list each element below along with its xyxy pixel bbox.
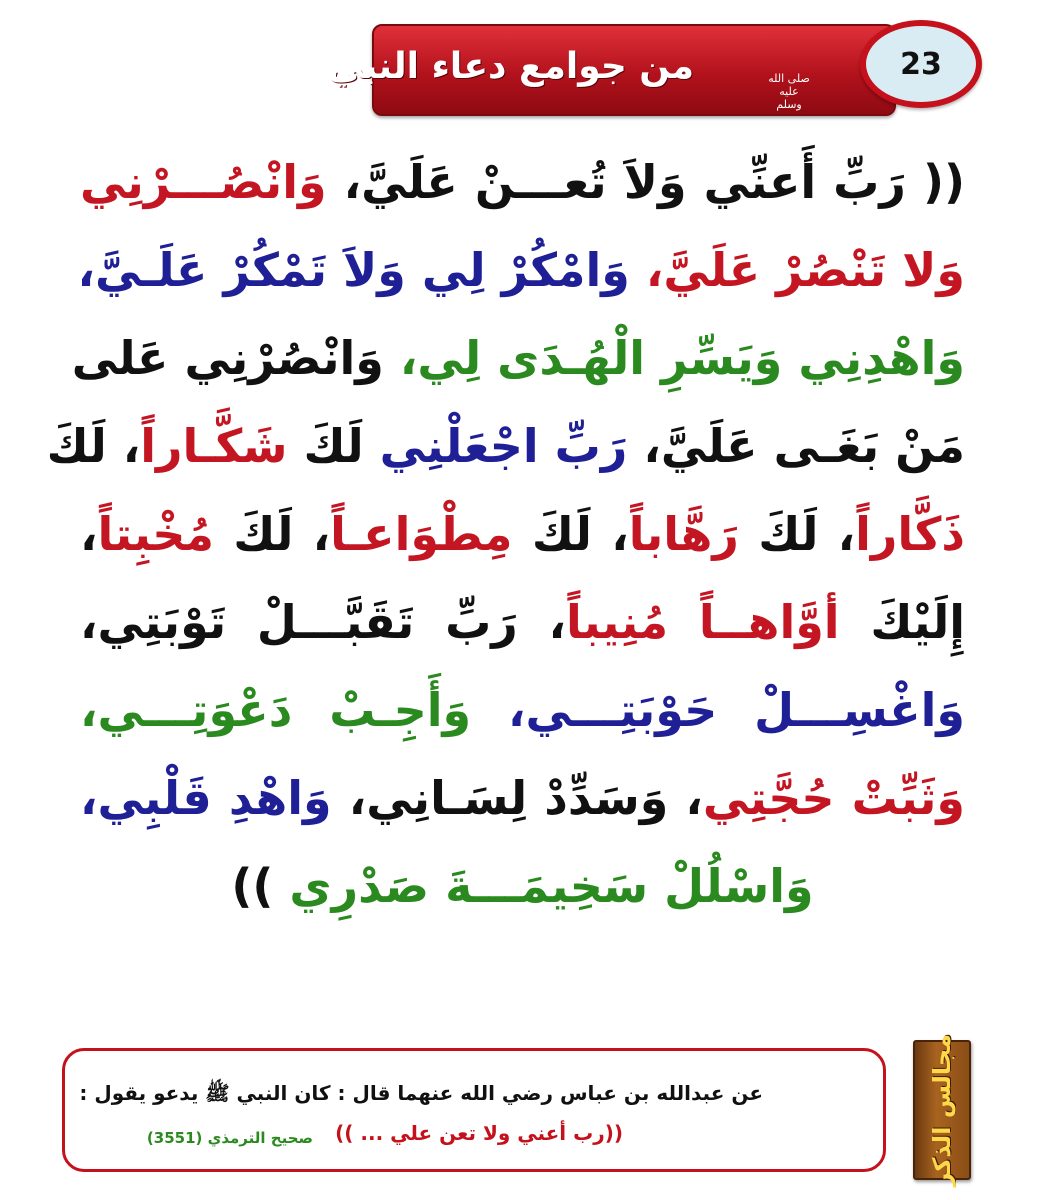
supplication-phrase: مَنْ بَغَـى عَلَيَّ، bbox=[627, 419, 965, 473]
supplication-line bbox=[80, 578, 965, 666]
supplication-phrase: وَثَبِّتْ حُجَّتِي bbox=[702, 771, 965, 825]
supplication-phrase: ، وَسَدِّدْ لِسَـانِي، bbox=[331, 771, 703, 825]
supplication-phrase: ، لَكَ bbox=[738, 507, 856, 561]
supplication-phrase: ، لَكَ bbox=[512, 507, 629, 561]
supplication-line bbox=[80, 754, 965, 842]
supplication-phrase: وَانْصُرْنِي عَلى bbox=[71, 331, 384, 385]
supplication-phrase: شَكَّـاراً bbox=[140, 419, 288, 473]
supplication-line bbox=[80, 490, 965, 578]
title-banner bbox=[327, 24, 896, 116]
narration-text: عن عبدالله بن عباس رضي الله عنهما قال : كان النبي ﷺ يدعو يقول : bbox=[79, 1081, 763, 1105]
supplication-phrase: وَأَجِـبْ دَعْوَتِـــي، bbox=[80, 683, 472, 737]
supplication-phrase: (( رَبِّ أَعنِّي وَلاَ تُعـــنْ عَلَيَّ، bbox=[326, 155, 965, 209]
majalis-logo bbox=[913, 1033, 971, 1187]
supplication-phrase: رَهَّاباً bbox=[628, 507, 739, 561]
supplication-phrase: ذَكَّاراً bbox=[855, 507, 966, 561]
supplication-line bbox=[80, 138, 965, 226]
supplication-phrase: وَانْصُـــرْنِي bbox=[80, 155, 327, 209]
banner-title: من جوامع دعاء النبي bbox=[327, 46, 694, 87]
supplication-line bbox=[77, 226, 965, 314]
supplication-line bbox=[46, 402, 965, 490]
supplication-phrase: مُخْبِتاً bbox=[97, 507, 214, 561]
supplication-phrase: وَاهْدِنِي وَيَسِّرِ الْهُـدَى لِي، bbox=[383, 331, 965, 385]
hadith-source: صحيح الترمذي (3551) bbox=[146, 1129, 313, 1147]
supplication-phrase: وَامْكُرْ لِي وَلاَ تَمْكُرْ عَلَـيَّ، bbox=[77, 243, 630, 297]
supplication-line bbox=[80, 666, 965, 754]
supplication-phrase: إِلَيْكَ bbox=[839, 595, 965, 649]
logo-text: مجالس الذكر bbox=[928, 1033, 956, 1187]
footer-reference-box bbox=[62, 1048, 886, 1172]
supplication-phrase: ، bbox=[80, 507, 98, 561]
honorific-calligraphy: صلى الله عليه وسلم bbox=[768, 71, 810, 111]
supplication-phrase: رَبِّ اجْعَلْنِي bbox=[363, 419, 628, 473]
supplication-phrase: وَاهْدِ قَلْبِي، bbox=[80, 771, 332, 825]
number-badge bbox=[860, 20, 982, 108]
supplication-phrase: ، رَبِّ تَقَبَّـــلْ تَوْبَتِي، bbox=[80, 595, 566, 649]
supplication-line bbox=[80, 842, 965, 930]
supplication-phrase: )) bbox=[231, 859, 290, 913]
quote-text: ((رب أعني ولا تعن علي ... )) bbox=[335, 1121, 623, 1145]
supplication-phrase: مِطْوَاعـاً bbox=[330, 507, 513, 561]
supplication-phrase: لَكَ bbox=[287, 419, 364, 473]
supplication-phrase: وَاغْسِـــلْ حَوْبَتِـــي، bbox=[471, 683, 965, 737]
supplication-phrase: ، لَكَ bbox=[213, 507, 331, 561]
supplication-text bbox=[46, 138, 966, 930]
supplication-phrase: ، لَكَ bbox=[46, 419, 141, 473]
supplication-phrase: أوَّاهــاً مُنِيباً bbox=[566, 595, 840, 649]
dua-number: 23 bbox=[900, 46, 942, 82]
supplication-phrase: وَلا تَنْصُرْ عَلَيَّ، bbox=[629, 243, 965, 297]
supplication-phrase: وَاسْلُلْ سَخِيمَـــةَ صَدْرِي bbox=[289, 859, 814, 913]
supplication-line bbox=[71, 314, 965, 402]
